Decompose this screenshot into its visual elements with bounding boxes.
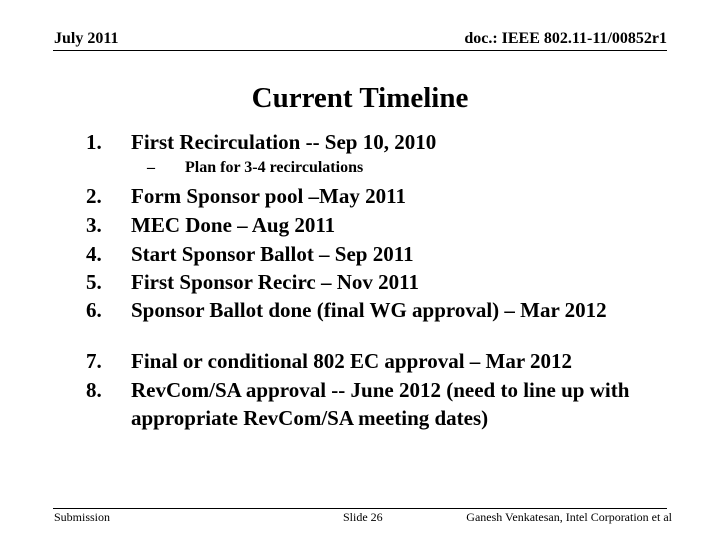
list-item-5 <box>86 268 686 296</box>
header-date: July 2011 <box>54 30 119 47</box>
footer-submission: Submission <box>54 510 111 524</box>
list-item-text: First Sponsor Recirc – Nov 2011 <box>131 270 419 294</box>
list-item-text: MEC Done – Aug 2011 <box>131 213 336 237</box>
list-item-number: 8. <box>86 378 102 402</box>
list-item-number: 5. <box>86 270 102 294</box>
list-item-number: 1. <box>86 130 102 154</box>
list-item-text: Start Sponsor Ballot – Sep 2011 <box>131 242 414 266</box>
list-item-number: 7. <box>86 349 102 373</box>
list-item-1 <box>86 128 686 156</box>
list-item-4 <box>86 240 686 268</box>
slide-title: Current Timeline <box>251 82 469 114</box>
header-doc-id: doc.: IEEE 802.11-11/00852r1 <box>464 30 667 47</box>
list-item-text: First Recirculation -- Sep 10, 2010 <box>131 130 437 154</box>
sub-bullet <box>147 158 363 178</box>
list-item-text: Final or conditional 802 EC approval – Mar 2012 <box>131 349 573 373</box>
list-item-text: Form Sponsor pool –May 2011 <box>131 184 406 208</box>
list-item-3 <box>86 211 686 239</box>
footer-slide-number: Slide 26 <box>343 510 383 524</box>
footer-author: Ganesh Venkatesan, Intel Corporation et al <box>466 510 672 524</box>
sub-bullet-text: Plan for 3-4 recirculations <box>185 159 364 176</box>
list-item-6 <box>86 296 646 324</box>
list-item-number: 2. <box>86 184 102 208</box>
list-item-8 <box>86 376 676 432</box>
list-item-text: Sponsor Ballot done (final WG approval) – Mar 2012 <box>131 298 607 322</box>
footer-divider <box>53 508 667 509</box>
list-item-number: 6. <box>86 298 102 322</box>
sub-bullet-dash: – <box>147 159 155 176</box>
list-item-7 <box>86 347 686 375</box>
list-item-number: 4. <box>86 242 102 266</box>
list-item-2 <box>86 182 686 210</box>
header-divider <box>53 50 667 51</box>
list-item-number: 3. <box>86 213 102 237</box>
list-item-text: RevCom/SA approval -- June 2012 (need to line up with appropriate RevCom/SA meeting dates) <box>131 378 630 430</box>
